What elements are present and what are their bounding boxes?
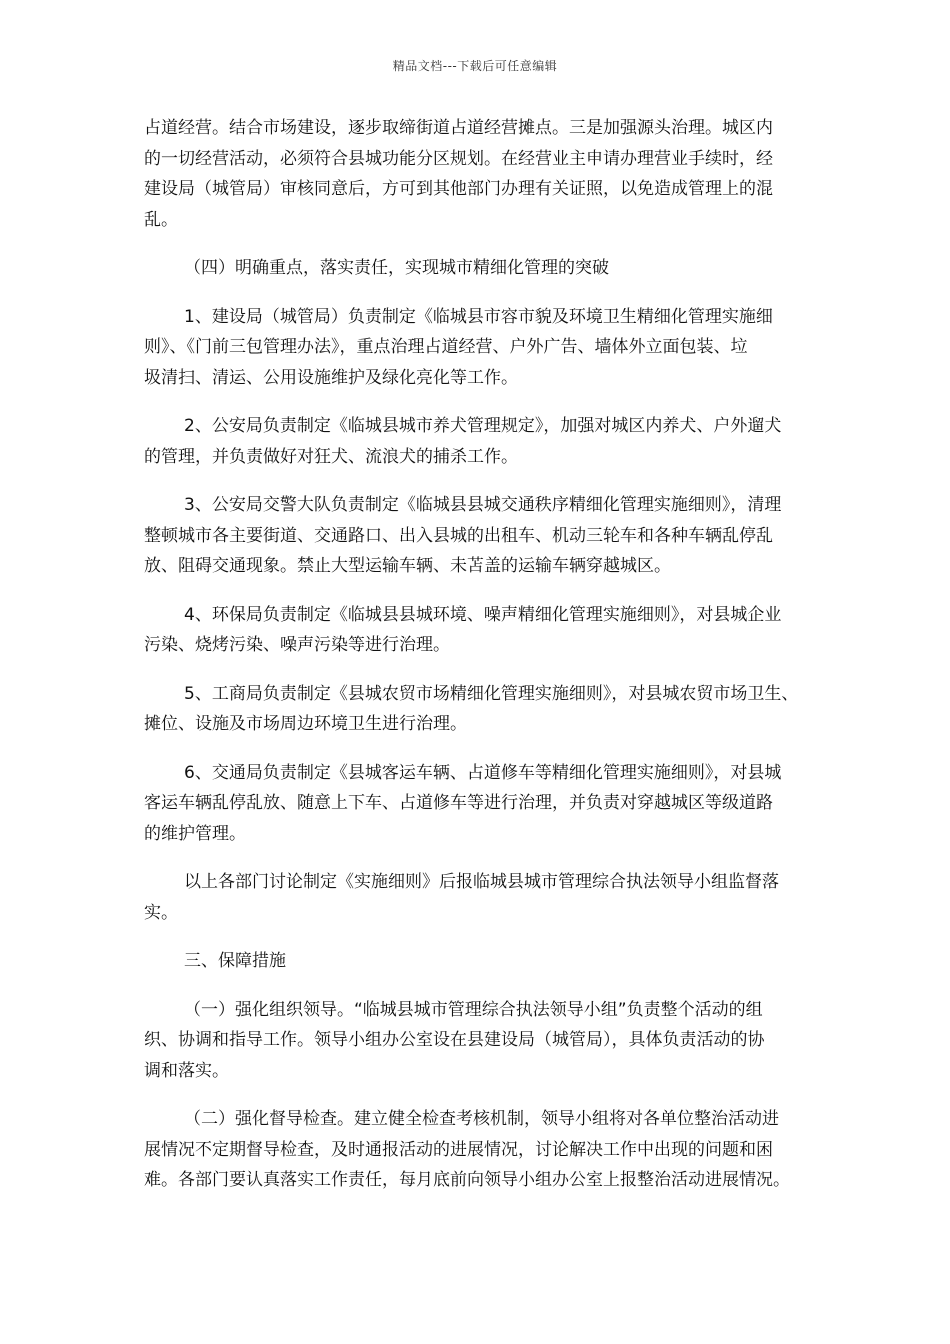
paragraph-item-6	[144, 758, 814, 850]
paragraph-item-1	[144, 302, 814, 394]
text-line: 客运车辆乱停乱放、随意上下车、占道修车等进行治理，并负责对穿越城区等级道路	[144, 793, 773, 813]
text-line: 乱。	[144, 209, 178, 230]
text-line: （一）强化组织领导。“临城县城市管理综合执法领导小组”负责整个活动的组	[184, 999, 763, 1020]
text-line: 6、交通局负责制定《县城客运车辆、占道修车等精细化管理实施细则》，对县城	[184, 762, 782, 783]
text-line: 整顿城市各主要街道、交通路口、出入县城的出租车、机动三轮车和各种车辆乱停乱	[144, 525, 773, 546]
text-line: 三、保障措施	[184, 951, 286, 971]
text-line: 的管理，并负责做好对狂犬、流浪犬的捕杀工作。	[144, 446, 518, 467]
document-body	[144, 113, 814, 1214]
paragraph-safeguard-1	[144, 995, 814, 1087]
text-line: （二）强化督导检查。建立健全检查考核机制，领导小组将对各单位整治活动进	[184, 1109, 779, 1129]
text-line: 的一切经营活动，必须符合县城功能分区规划。在经营业主申请办理营业手续时，经	[144, 148, 773, 169]
section-heading-four	[144, 253, 814, 284]
text-line: 建设局（城管局）审核同意后，方可到其他部门办理有关证照，以免造成管理上的混	[144, 179, 773, 199]
text-line: 以上各部门讨论制定《实施细则》后报临城县城市管理综合执法领导小组监督落	[184, 872, 779, 892]
text-line: 则》、《门前三包管理办法》，重点治理占道经营、户外广告、墙体外立面包装、垃	[144, 337, 748, 357]
text-line: 展情况不定期督导检查，及时通报活动的进展情况，讨论解决工作中出现的问题和困	[144, 1139, 773, 1160]
paragraph-item-5	[144, 679, 814, 740]
text-line: 实。	[144, 902, 178, 923]
section-heading-safeguards	[144, 946, 814, 977]
text-line: 3、公安局交警大队负责制定《临城县县城交通秩序精细化管理实施细则》，清理	[184, 495, 782, 515]
text-line: 的维护管理。	[144, 823, 246, 844]
page-header: 精品文档---下载后可任意编辑	[392, 59, 558, 73]
paragraph-item-4	[144, 600, 814, 661]
text-line: 4、环保局负责制定《临城县县城环境、噪声精细化管理实施细则》，对县城企业	[184, 604, 782, 625]
paragraph-item-2	[144, 411, 814, 472]
paragraph-item-3	[144, 490, 814, 582]
text-line: （四）明确重点，落实责任，实现城市精细化管理的突破	[184, 258, 609, 278]
paragraph-safeguard-2	[144, 1104, 814, 1196]
text-line: 污染、烧烤污染、噪声污染等进行治理。	[144, 635, 450, 655]
text-line: 占道经营。结合市场建设，逐步取缔街道占道经营摊点。三是加强源头治理。城区内	[144, 118, 773, 138]
text-line: 织、协调和指导工作。领导小组办公室设在县建设局（城管局），具体负责活动的协	[144, 1030, 765, 1050]
paragraph-summary	[144, 867, 814, 928]
text-line: 难。各部门要认真落实工作责任，每月底前向领导小组办公室上报整治活动进展情况。	[144, 1170, 790, 1190]
text-line: 5、工商局负责制定《县城农贸市场精细化管理实施细则》，对县城农贸市场卫生、	[184, 683, 799, 704]
text-line: 摊位、设施及市场周边环境卫生进行治理。	[144, 714, 467, 734]
text-line: 放、阻碍交通现象。禁止大型运输车辆、未苫盖的运输车辆穿越城区。	[144, 556, 671, 576]
text-line: 圾清扫、清运、公用设施维护及绿化亮化等工作。	[144, 367, 518, 388]
paragraph-market-governance	[144, 113, 814, 235]
text-line: 1、建设局（城管局）负责制定《临城县市容市貌及环境卫生精细化管理实施细	[184, 306, 773, 327]
text-line: 调和落实。	[144, 1060, 229, 1081]
text-line: 2、公安局负责制定《临城县城市养犬管理规定》，加强对城区内养犬、户外遛犬	[184, 416, 782, 436]
